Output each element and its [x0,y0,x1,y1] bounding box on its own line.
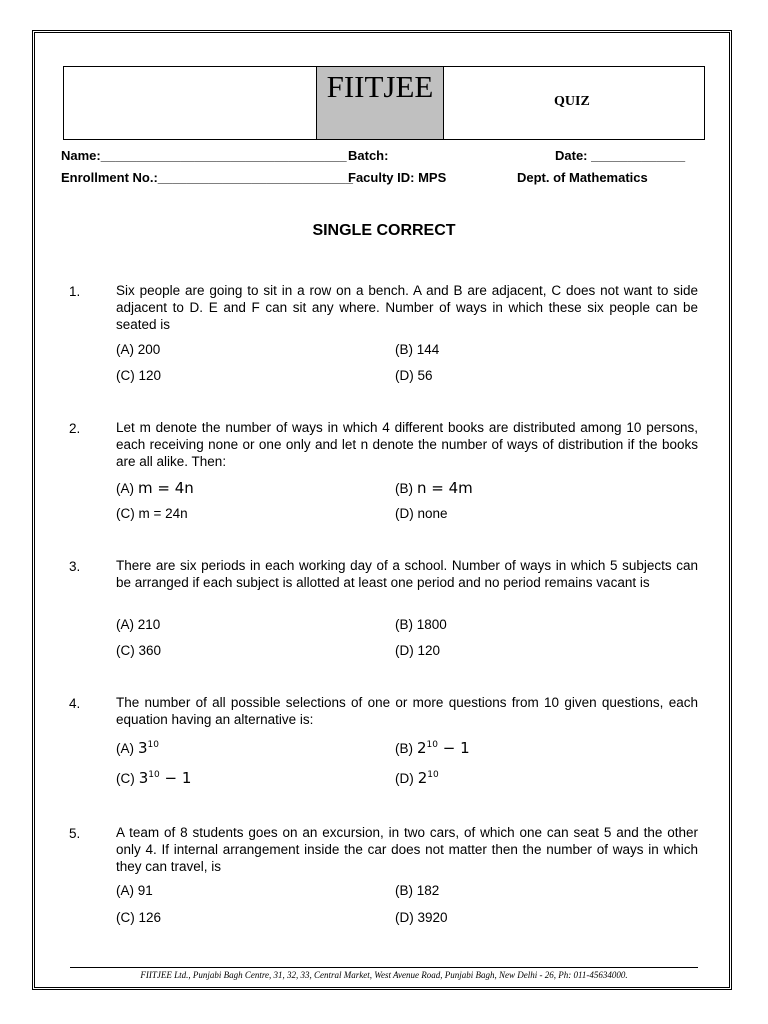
footer-address: FIITJEE Ltd., Punjabi Bagh Centre, 31, 32, 33, Central Market, West Avenue Road, Punjabi Bagh, New Delhi - 26, Ph: 011-45634000. [140,970,628,980]
option-b [395,479,473,497]
question-text: Let m denote the number of ways in which 4 different books are distributed among 10 persons, each receiving none or one only and let n denote the number of ways of distribution if the books are all alike. Then: [116,420,698,469]
quiz-label: QUIZ [554,94,590,109]
option-a [116,479,194,497]
exponent: 10 [426,740,438,750]
option-b [395,739,470,757]
math-expression: m = 4n [138,479,194,497]
header-table [63,66,705,140]
fiitjee-logo: FIITJEE [316,67,444,139]
question-text: Six people are going to sit in a row on a bench. A and B are adjacent, C does not want to side adjacent to D. E and F can sit any where. Number of ways in which these six people can be seated is [116,283,698,332]
option-b: (B) 144 [395,342,440,357]
minus-one: − 1 [159,769,192,787]
name-field: Name:__________________________________ [61,148,347,163]
section-title: SINGLE CORRECT [312,222,456,239]
base: 2 [417,739,427,757]
question-text: A team of 8 students goes on an excursion, in two cars, of which one can seat 5 and the other only 4. If internal arrangement inside the car does not matter then the number of ways in which they can travel, is [116,825,698,874]
base: 3 [138,769,149,787]
option-c: (C) 360 [116,643,162,658]
question-number: 1. [69,284,81,299]
option-d [395,769,439,787]
question-text: There are six periods in each working day of a school. Number of ways in which 5 subjects can be arranged if each subject is allotted at least one period and no period remains vacant is [116,558,698,590]
math-expression [418,769,439,787]
math-expression: n = 4m [417,479,473,497]
option-c: (C) m = 24n [116,506,188,521]
option-d: (D) none [395,506,448,521]
enrollment-field: Enrollment No.:___________________________ [61,170,353,185]
question-number: 5. [69,826,81,841]
date-field: Date: _____________ [555,148,686,163]
option-label: (D) [395,771,414,786]
option-label: (A) [116,741,134,756]
minus-one: − 1 [438,739,470,757]
question-number: 4. [69,696,81,711]
option-d: (D) 3920 [395,910,448,925]
math-expression [417,739,470,757]
option-label: (C) [116,771,135,786]
option-d: (D) 56 [395,368,433,383]
option-label: (B) [395,481,413,496]
option-a [116,739,159,757]
option-label: (A) [116,481,134,496]
footer-divider [70,967,698,968]
option-b: (B) 1800 [395,617,447,632]
question-number: 2. [69,421,81,436]
exponent: 10 [147,740,159,750]
option-a: (A) 91 [116,883,153,898]
option-b: (B) 182 [395,883,440,898]
base: 2 [417,769,428,787]
option-a: (A) 200 [116,342,161,357]
math-expression [139,769,192,787]
question-number: 3. [69,559,81,574]
option-c: (C) 120 [116,368,162,383]
option-a: (A) 210 [116,617,161,632]
option-c: (C) 126 [116,910,162,925]
exponent: 10 [427,770,439,780]
faculty-id: Faculty ID: MPS [348,170,447,185]
option-d: (D) 120 [395,643,441,658]
question-text: The number of all possible selections of one or more questions from 10 given questions, each equation having an alternative is: [116,695,698,727]
math-expression [138,739,159,757]
department: Dept. of Mathematics [517,170,648,185]
base: 3 [138,739,148,757]
batch-field: Batch: [348,148,389,163]
option-label: (B) [395,741,413,756]
exponent: 10 [148,770,160,780]
option-c [116,769,191,787]
